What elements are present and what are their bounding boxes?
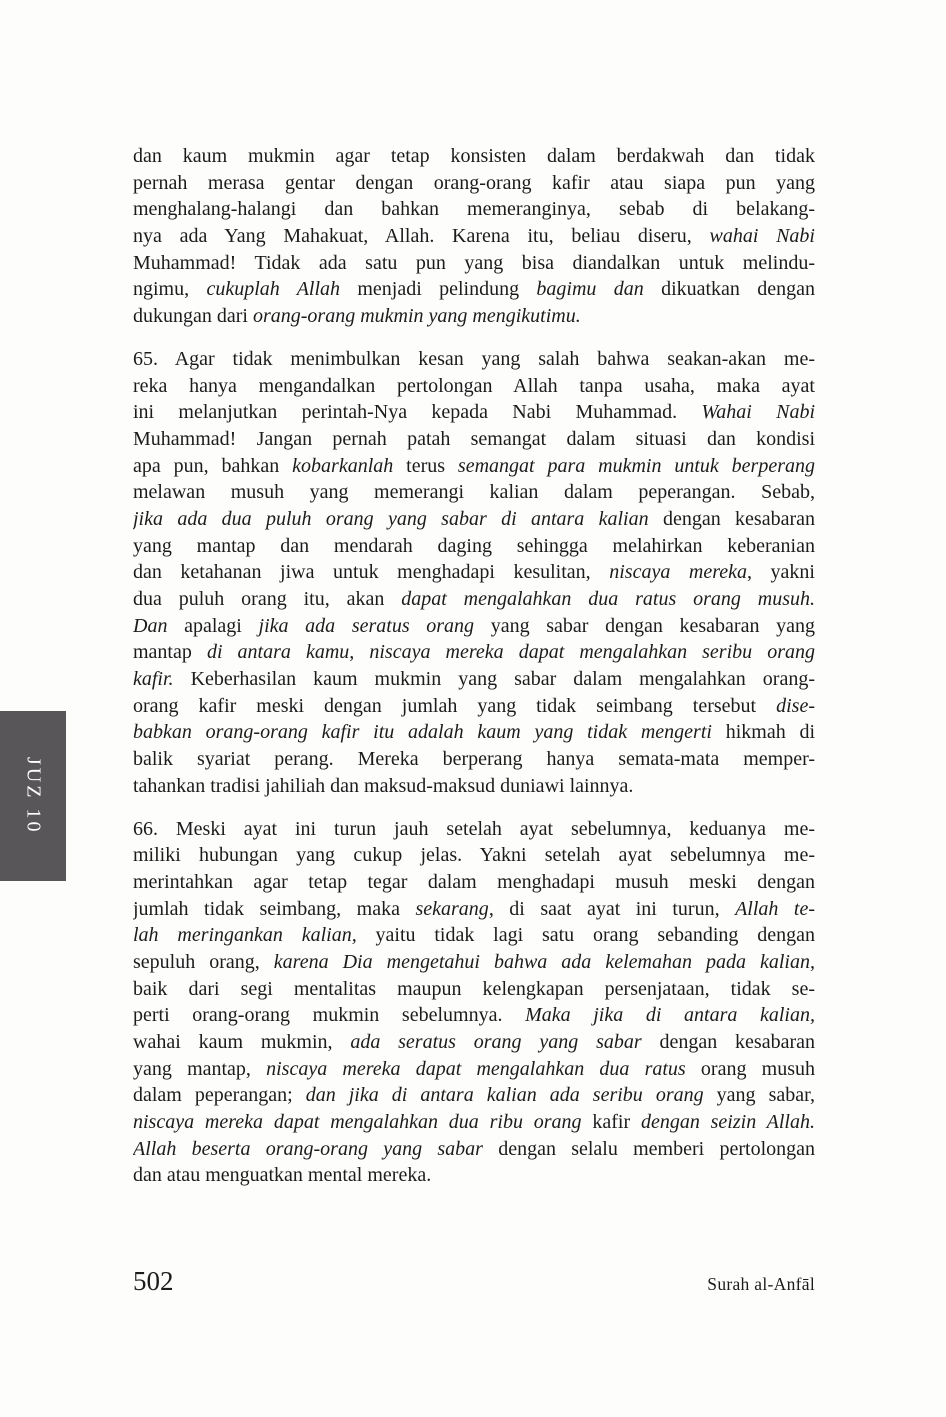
text-line (133, 922, 815, 949)
text-line (133, 639, 815, 666)
text-segment: yaitu tidak lagi satu orang sebanding dengan (356, 924, 815, 947)
text-line (133, 896, 815, 923)
text-segment: menghalang-halangi dan bahkan memeranginya, sebab di belakang- (133, 198, 815, 221)
text-line (133, 976, 815, 1003)
text-segment: nya ada Yang Mahakuat, Allah. Karena itu, beliau diseru, (133, 225, 710, 248)
text-line (133, 1056, 815, 1083)
text-segment: yang sabar, (703, 1084, 815, 1107)
text-segment: dengan kesabaran (648, 507, 815, 530)
text-segment: Muhammad! Tidak ada satu pun yang bisa diandalkan untuk melindu- (133, 251, 815, 274)
text-segment: yang mantap, (133, 1057, 267, 1080)
text-segment: dan atau menguatkan mental mereka. (133, 1164, 432, 1187)
text-segment: , di saat ayat ini turun, (488, 897, 736, 920)
italic-text-segment: kafir. (133, 668, 174, 691)
text-segment: jumlah tidak seimbang, maka (133, 897, 416, 920)
text-segment: yang mantap dan mendarah daging sehingga melahirkan keberanian (133, 534, 815, 557)
text-segment: 66. Meski ayat ini turun jauh setelah ayat sebelumnya, keduanya me- (133, 817, 815, 840)
text-segment: dua puluh orang itu, akan (133, 588, 402, 610)
text-segment: apa pun, bahkan (133, 454, 293, 477)
text-segment: 65. Agar tidak menimbulkan kesan yang salah bahwa seakan-akan me- (133, 347, 815, 370)
italic-text-segment: ada seratus orang yang sabar (350, 1031, 642, 1053)
text-segment: Muhammad! Jangan pernah patah semangat dalam situasi dan kondisi (133, 427, 815, 450)
text-segment: dukungan dari (133, 305, 253, 328)
text-line (133, 479, 815, 506)
text-line (133, 303, 815, 330)
text-segment: pernah merasa gentar dengan orang-orang kafir atau siapa pun yang (133, 171, 815, 194)
text-line (133, 399, 815, 426)
italic-text-segment: karena Dia mengetahui bahwa ada kelemahan pada kalian, (273, 950, 815, 973)
text-line (133, 170, 815, 197)
text-segment: balik syariat perang. Mereka berperang hanya semata-mata memper- (133, 748, 815, 771)
juz-tab (0, 711, 66, 881)
italic-text-segment: jika ada seratus orang (258, 614, 475, 637)
paragraph (133, 346, 815, 800)
text-segment: dan kaum mukmin agar tetap konsisten dalam berdakwah dan tidak (133, 145, 815, 167)
text-segment: melawan musuh yang memerangi kalian dalam peperangan. Sebab, (133, 481, 815, 504)
surah-title: Surah al-Anfāl (707, 1274, 815, 1294)
text-line (133, 816, 815, 843)
text-segment: dengan kesabaran (641, 1031, 815, 1053)
text-segment: dalam peperangan; (133, 1084, 306, 1107)
text-segment: ngimu, (133, 278, 207, 301)
italic-text-segment: sekarang (415, 897, 489, 920)
text-segment: ini melanjutkan perintah-Nya kepada Nabi Muhammad. (133, 401, 702, 424)
text-segment: tahankan tradisi jahiliah dan maksud-maksud duniawi lainnya. (133, 774, 634, 797)
text-segment: , yakni (747, 561, 815, 584)
text-line (133, 373, 815, 400)
text-line (133, 223, 815, 250)
text-segment: hikmah di (711, 721, 815, 744)
text-segment: baik dari segi mentalitas maupun kelengkapan persenjataan, tidak se- (133, 977, 815, 1000)
text-line (133, 196, 815, 223)
text-segment: reka hanya mengandalkan pertolongan Allah tanpa usaha, maka ayat (133, 374, 815, 397)
italic-text-segment: Allah te- (735, 897, 815, 920)
text-segment: orang kafir meski dengan jumlah yang tidak seimbang tersebut (133, 694, 777, 717)
italic-text-segment: niscaya mereka dapat mengalahkan dua ribu orang (133, 1111, 582, 1134)
italic-text-segment: dengan seizin Allah. (640, 1111, 815, 1134)
italic-text-segment: babkan orang-orang kafir itu adalah kaum yang tidak mengerti (133, 721, 712, 744)
text-segment: dikuatkan dengan (643, 278, 815, 301)
text-line (133, 1136, 815, 1163)
italic-text-segment: bagimu dan (536, 278, 644, 301)
page-footer (133, 1266, 815, 1297)
text-segment: Keberhasilan kaum mukmin yang sabar dalam mengalahkan orang- (173, 668, 815, 691)
text-line (133, 426, 815, 453)
text-line (133, 613, 815, 640)
text-line (133, 250, 815, 277)
text-line (133, 143, 815, 170)
italic-text-segment: semangat para mukmin untuk berperang (457, 454, 815, 477)
page-number: 502 (133, 1266, 174, 1296)
italic-text-segment: Dan (133, 614, 168, 637)
italic-text-segment: cukuplah Allah (206, 278, 341, 301)
text-segment: perti orang-orang mukmin sebelumnya. (133, 1004, 526, 1027)
text-segment: yang sabar dengan kesabaran yang (474, 614, 815, 637)
text-line (133, 586, 815, 613)
text-line (133, 842, 815, 869)
text-segment: merintahkan agar tetap tegar dalam menghadapi musuh meski dengan (133, 870, 815, 893)
paragraph (133, 143, 815, 330)
text-segment: wahai kaum mukmin, (133, 1031, 351, 1053)
text-line (133, 276, 815, 303)
text-segment: dan ketahanan jiwa untuk menghadapi kesulitan, (133, 561, 610, 584)
text-segment: miliki hubungan yang cukup jelas. Yakni setelah ayat sebelumnya me- (133, 844, 815, 867)
text-line (133, 666, 815, 693)
italic-text-segment: di antara kamu, niscaya mereka dapat mengalahkan seribu orang (206, 641, 815, 664)
text-line (133, 1082, 815, 1109)
italic-text-segment: Maka jika di antara kalian, (525, 1004, 815, 1027)
text-line (133, 949, 815, 976)
text-segment: terus (393, 454, 458, 477)
italic-text-segment: kobarkanlah (292, 454, 394, 477)
text-line (133, 1002, 815, 1029)
text-line (133, 773, 815, 800)
paragraph (133, 816, 815, 1190)
text-segment: sepuluh orang, (133, 950, 274, 973)
text-line (133, 453, 815, 480)
text-line (133, 559, 815, 586)
text-segment: orang musuh (685, 1057, 815, 1080)
juz-tab-label: JUZ 10 (22, 757, 45, 835)
italic-text-segment: jika ada dua puluh orang yang sabar di antara kalian (133, 507, 649, 530)
italic-text-segment: dan jika di antara kalian ada seribu orang (305, 1084, 704, 1107)
italic-text-segment: Wahai Nabi (701, 401, 815, 424)
text-line (133, 1162, 815, 1189)
italic-text-segment: niscaya mereka (609, 561, 747, 584)
text-segment: apalagi (167, 614, 259, 637)
text-segment: menjadi pelindung (340, 278, 537, 301)
text-line (133, 1029, 815, 1056)
italic-text-segment: orang-orang mukmin yang mengikutimu. (252, 305, 581, 328)
text-line (133, 1109, 815, 1136)
text-line (133, 719, 815, 746)
text-line (133, 506, 815, 533)
italic-text-segment: lah meringankan kalian, (133, 924, 357, 947)
body-text (133, 143, 815, 1205)
text-segment: dengan selalu memberi pertolongan (482, 1137, 815, 1160)
text-segment: kafir (581, 1111, 641, 1134)
italic-text-segment: dapat mengalahkan dua ratus orang musuh. (401, 588, 815, 610)
text-segment: mantap (133, 641, 207, 664)
italic-text-segment: Allah beserta orang-orang yang sabar (133, 1137, 483, 1160)
italic-text-segment: wahai Nabi (709, 225, 815, 248)
text-line (133, 693, 815, 720)
text-line (133, 746, 815, 773)
italic-text-segment: niscaya mereka dapat mengalahkan dua ratus (266, 1057, 686, 1080)
text-line (133, 869, 815, 896)
text-line (133, 533, 815, 560)
text-line (133, 346, 815, 373)
italic-text-segment: dise- (776, 694, 815, 717)
